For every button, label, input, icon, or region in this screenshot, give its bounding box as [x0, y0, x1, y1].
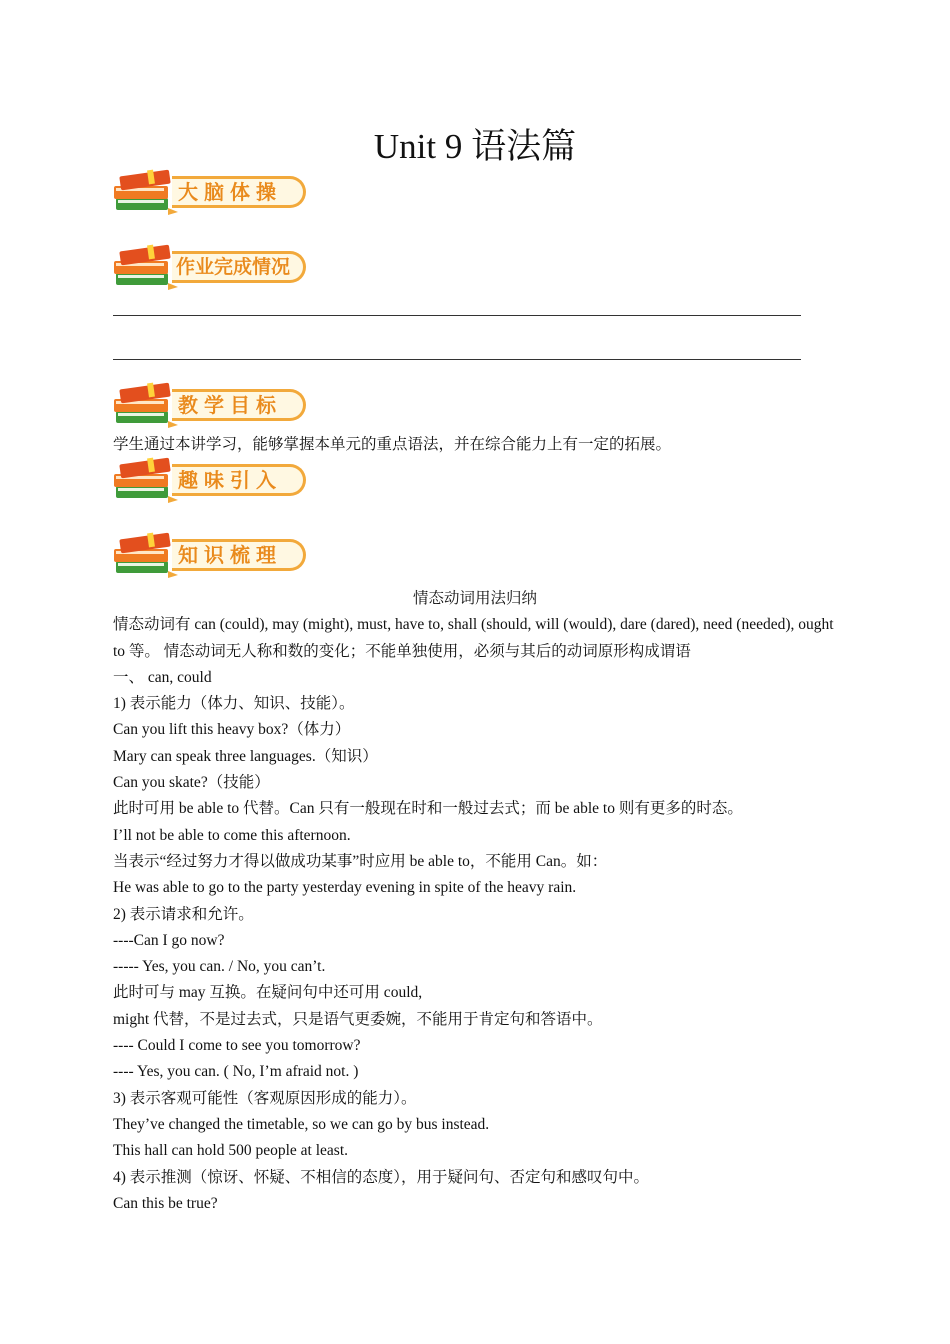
- content-line: 3) 表示客观可能性（客观原因形成的能力）。: [113, 1089, 417, 1107]
- banner-teaching-goals: [112, 381, 312, 431]
- goal-text: [113, 432, 837, 458]
- content-line: ---- Yes, you can. ( No, I’m afraid not. ): [113, 1063, 359, 1081]
- banner-brain-gym: [112, 168, 312, 218]
- content-line: I’ll not be able to come this afternoon.: [113, 826, 351, 844]
- banner-label: 大脑体操: [172, 176, 306, 208]
- section-title: 情态动词用法归纳: [412, 590, 537, 607]
- answer-line: [113, 315, 801, 316]
- content-line: might 代替，不是过去式，只是语气更委婉，不能用于肯定句和答语中。: [113, 1010, 603, 1028]
- answer-line: [113, 359, 801, 360]
- banner-label: 趣味引入: [172, 464, 306, 496]
- banner-label: 知识梳理: [172, 539, 306, 571]
- content-line: They’ve changed the timetable, so we can go by bus instead.: [113, 1115, 490, 1133]
- content-line: 2) 表示请求和允许。: [113, 905, 254, 923]
- content-line: Mary can speak three languages.（知识）: [113, 747, 378, 765]
- content-line: 一、 can, could: [113, 668, 212, 686]
- content-line: 此时可与 may 互换。在疑问句中还可用 could,: [113, 984, 423, 1002]
- content-line: This hall can hold 500 people at least.: [113, 1142, 349, 1160]
- page-title: Unit 9 语法篇: [373, 127, 577, 166]
- banner-label: 作业完成情况: [172, 251, 306, 283]
- banner-homework-status: [112, 243, 312, 293]
- banner-fun-intro: [112, 456, 312, 506]
- content-line: Can this be true?: [113, 1194, 218, 1212]
- content-line: He was able to go to the party yesterday evening in spite of the heavy rain.: [113, 879, 577, 897]
- banner-label: 教学目标: [172, 389, 306, 421]
- content-line: 4) 表示推测（惊讶、怀疑、不相信的态度），用于疑问句、否定句和感叹句中。: [113, 1168, 650, 1186]
- content-line: 此时可用 be able to 代替。Can 只有一般现在时和一般过去式；而 be able to 则有更多的时态。: [113, 800, 743, 818]
- content-line: 1) 表示能力（体力、知识、技能）。: [113, 695, 355, 713]
- intro-paragraph: 情态动词有 can (could), may (might), must, have to, shall (should, will (would), dare (dared), need (needed), ought to 等。 情态动词无人称和数的变化；不能单独使用，必须与其后的动词原形构成谓语: [113, 616, 834, 660]
- content-line: ----- Yes, you can. / No, you can’t.: [113, 958, 326, 976]
- content-line: ---- Could I come to see you tomorrow?: [113, 1037, 361, 1055]
- content-line: 当表示“经过努力才得以做成功某事”时应用 be able to，不能用 Can。如：: [113, 852, 608, 870]
- content-line: ----Can I go now?: [113, 931, 225, 949]
- content-line: Can you skate?（技能）: [113, 774, 270, 792]
- goal-paragraph: 学生通过本讲学习，能够掌握本单元的重点语法，并在综合能力上有一定的拓展。: [113, 436, 672, 453]
- banner-knowledge-review: [112, 531, 312, 581]
- main-content: [113, 586, 837, 1217]
- content-line: Can you lift this heavy box?（体力）: [113, 721, 351, 739]
